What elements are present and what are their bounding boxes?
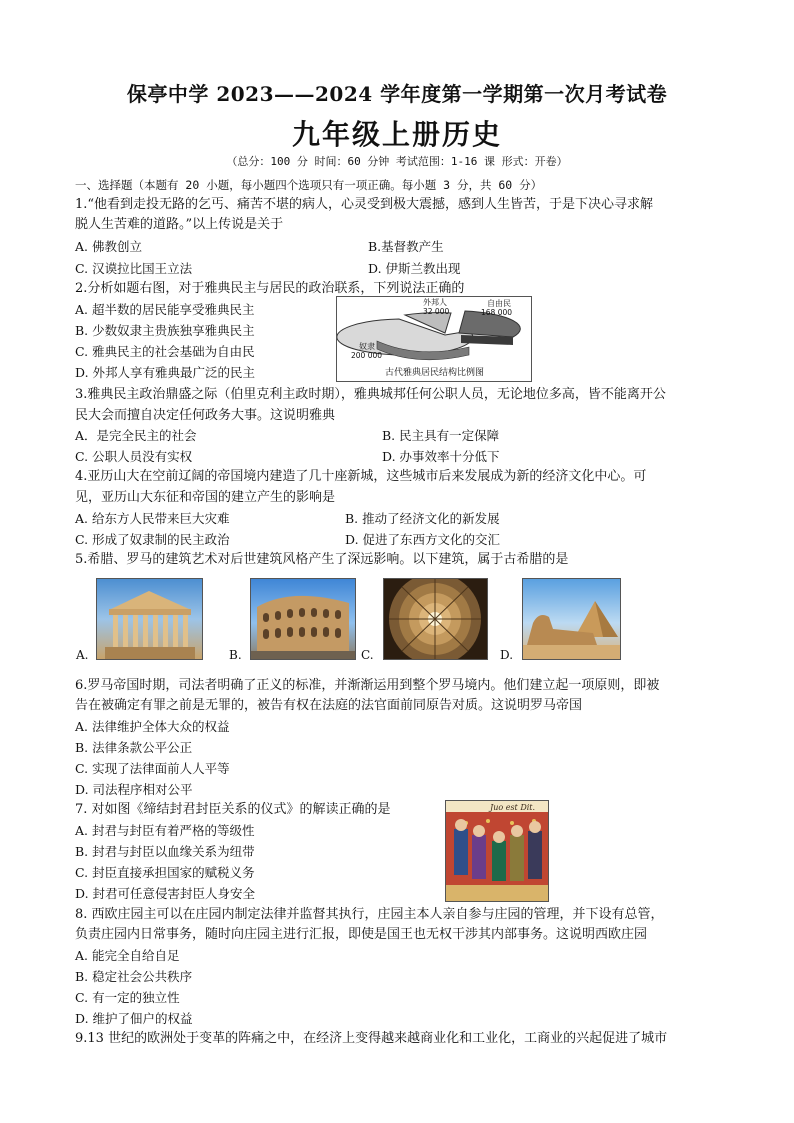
exam-subject: 九年级上册历史 [291, 118, 502, 151]
q8-stem-2: 负责庄园内日常事务，随时向庄园主进行汇报，即使是国王也无权干涉其内部事务。这说明西欧庄园 [75, 927, 648, 942]
pie-label-slave: 奴隶 [359, 342, 375, 351]
q6-stem-2: 告在被确定有罪之前是无罪的，被告有权在法庭的法官面前同原告对质。这说明罗马帝国 [75, 698, 583, 713]
exam-meta: （总分：100 分 时间：60 分钟 考试范围：1-16 课 形式：开卷） [226, 155, 568, 168]
pie-label-foreigner: 外邦人 [423, 298, 447, 307]
pie-label-free: 自由民 [487, 299, 511, 308]
pie-chart-caption: 古代雅典居民结构比例图 [385, 368, 485, 378]
q8-option-d[interactable]: D. 维护了佃户的权益 [75, 1011, 193, 1026]
pie-value-slave: 200 000 [351, 351, 383, 360]
q4-stem-2: 见，亚历山大东征和帝国的建立产生的影响是 [75, 490, 336, 505]
q3-option-a[interactable]: A．是完全民主的社会 [75, 428, 197, 443]
q3-option-d[interactable]: D. 办事效率十分低下 [382, 449, 500, 464]
pantheon-dome-image[interactable] [383, 578, 488, 660]
q1-option-b[interactable]: B.基督教产生 [368, 239, 444, 254]
q7-option-d[interactable]: D. 封君可任意侵害封臣人身安全 [75, 886, 256, 901]
q3-stem-1: 3.雅典民主政治鼎盛之际（伯里克利主政时期），雅典城邦任何公职人员，无论地位多高，皆不能离开公 [75, 387, 666, 402]
q1-option-c[interactable]: C. 汉谟拉比国王立法 [75, 261, 193, 276]
q4-options-row2 [75, 529, 715, 550]
q4-option-d[interactable]: D. 促进了东西方文化的交汇 [345, 532, 501, 547]
pie-value-foreigner: 32 000 [423, 307, 450, 316]
q6-stem-1: 6.罗马帝国时期，司法者明确了正义的标准，并渐渐运用到整个罗马境内。他们建立起一项原则，即被 [75, 678, 660, 693]
q1-stem-2: 脱人生苦难的道路。”以上传说是关于 [75, 217, 284, 232]
athens-population-chart [336, 296, 532, 382]
parthenon-drawing [97, 579, 202, 659]
q1-option-d[interactable]: D. 伊斯兰教出现 [368, 261, 461, 276]
q5-option-a[interactable]: A. [76, 648, 89, 662]
q3-stem-2: 民大会而擅自决定任何政务大事。这说明雅典 [75, 408, 336, 423]
sphinx-pyramid-image[interactable] [522, 578, 621, 660]
q3-option-c[interactable]: C. 公职人员没有实权 [75, 449, 193, 464]
q3-option-b[interactable]: B. 民主具有一定保障 [382, 428, 500, 443]
q2-option-b[interactable]: B. 少数奴隶主贵族独享雅典民主 [75, 323, 255, 338]
q1-option-a[interactable]: A. 佛教创立 [75, 239, 142, 254]
pie-chart-svg [337, 297, 531, 381]
q7-option-a[interactable]: A. 封君与封臣有着严格的等级性 [75, 823, 255, 838]
q9-stem-1: 9.13 世纪的欧洲处于变革的阵痛之中，在经济上变得越来越商业化和工业化，工商业的兴起促进了城市 [75, 1031, 668, 1046]
pantheon-dome-drawing [384, 579, 487, 659]
q4-option-c[interactable]: C. 形成了奴隶制的民主政治 [75, 532, 230, 547]
q4-option-b[interactable]: B. 推动了经济文化的新发展 [345, 511, 500, 526]
q4-option-a[interactable]: A. 给东方人民带来巨大灾难 [75, 511, 230, 526]
parthenon-image[interactable] [96, 578, 203, 660]
q1-options-row1 [75, 236, 715, 257]
q6-option-c[interactable]: C. 实现了法律面前人人平等 [75, 761, 230, 776]
section-heading: 一、选择题（本题有 20 小题，每小题四个选项只有一项正确。每小题 3 分，共 60 分） [75, 178, 543, 192]
q2-option-a[interactable]: A. 超半数的居民能享受雅典民主 [75, 302, 255, 317]
q6-option-d[interactable]: D. 司法程序相对公平 [75, 782, 193, 797]
q4-options-row1 [75, 508, 715, 529]
q2-option-c[interactable]: C. 雅典民主的社会基础为自由民 [75, 344, 255, 359]
q5-stem: 5.希腊、罗马的建筑艺术对后世建筑风格产生了深远影响。以下建筑，属于古希腊的是 [75, 552, 569, 567]
exam-title: 保亭中学 2023——2024 学年度第一学期第一次月考试卷 [126, 82, 668, 106]
q2-stem-1: 2.分析如题右图，对于雅典民主与居民的政治联系，下列说法正确的 [75, 281, 465, 296]
colosseum-image[interactable] [250, 578, 356, 660]
q1-stem-1: 1.“他看到走投无路的乞丐、痛苦不堪的病人，心灵受到极大震撼，感到人生皆苦，于是下决心寻求解 [75, 197, 654, 212]
feudal-image-caption: Juo est Dit. [490, 803, 536, 812]
q7-stem: 7. 对如图《缔结封君封臣关系的仪式》的解读正确的是 [75, 802, 391, 817]
q3-options-row1 [75, 425, 715, 446]
q6-option-b[interactable]: B. 法律条款公平公正 [75, 740, 193, 755]
q5-option-c[interactable]: C. [361, 648, 374, 662]
q8-option-c[interactable]: C. 有一定的独立性 [75, 990, 180, 1005]
colosseum-drawing [251, 579, 355, 659]
pie-value-free: 168 000 [481, 308, 513, 317]
feudal-ceremony-drawing [446, 801, 548, 901]
q8-option-a[interactable]: A. 能完全自给自足 [75, 948, 180, 963]
q7-option-b[interactable]: B. 封君与封臣以血缘关系为纽带 [75, 844, 255, 859]
feudal-ceremony-image[interactable] [445, 800, 549, 902]
q7-option-c[interactable]: C. 封臣直接承担国家的赋税义务 [75, 865, 255, 880]
q5-option-d[interactable]: D. [500, 648, 514, 662]
q4-stem-1: 4.亚历山大在空前辽阔的帝国境内建造了几十座新城，这些城市后来发展成为新的经济文化中心。可 [75, 469, 647, 484]
q8-option-b[interactable]: B. 稳定社会公共秩序 [75, 969, 193, 984]
q1-options-row2 [75, 258, 715, 279]
q2-option-d[interactable]: D. 外邦人享有雅典最广泛的民主 [75, 365, 256, 380]
sphinx-pyramid-drawing [523, 579, 620, 659]
q5-option-b[interactable]: B. [229, 648, 242, 662]
q3-options-row2 [75, 446, 715, 467]
q8-stem-1: 8. 西欧庄园主可以在庄园内制定法律并监督其执行，庄园主本人亲自参与庄园的管理，并下设有总管， [75, 907, 664, 922]
q6-option-a[interactable]: A. 法律维护全体大众的权益 [75, 719, 230, 734]
